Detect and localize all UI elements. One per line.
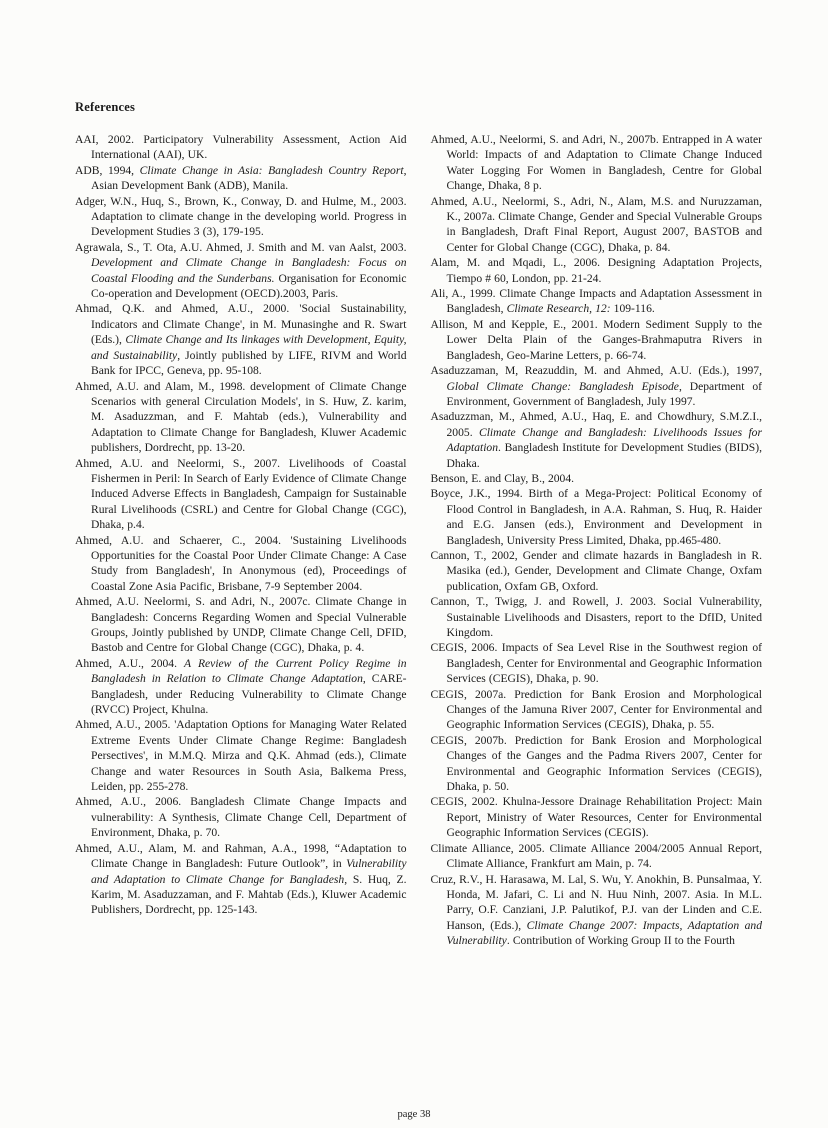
- reference-item: Alam, M. and Mqadi, L., 2006. Designing Adaptation Projects, Tiempo # 60, London, pp. 21-24.: [430, 256, 762, 285]
- reference-item: ADB, 1994, Climate Change in Asia: Bangladesh Country Report, Asian Development Bank (ADB), Manila.: [75, 163, 407, 193]
- reference-item: Ahmad, Q.K. and Ahmed, A.U., 2000. 'Social Sustainability, Indicators and Climate Change', in M. Munasinghe and R. Swart (Eds.), Climate Change and Its linkages with Development, Equity, and Sustainability, Jointly published by LIFE, RIVM and World Bank for IPCC, Geneva, pp. 95-108.: [75, 302, 407, 378]
- references-column-right: [431, 132, 763, 949]
- reference-item: CEGIS, 2007b. Prediction for Bank Erosion and Morphological Changes of the Ganges and the Padma Rivers 2007, Center for Environmental and Geographic Information Services (CEGIS), Dhaka, p. 50.: [430, 733, 762, 794]
- reference-item: Benson, E. and Clay, B., 2004.: [430, 471, 575, 485]
- reference-item: Cannon, T., 2002, Gender and climate hazards in Bangladesh in R. Masika (ed.), Gender, Development and Climate Change, Oxfam publication, Oxfam GB, Oxford.: [430, 548, 762, 593]
- reference-item: Boyce, J.K., 1994. Birth of a Mega-Project: Political Economy of Flood Control in Bangladesh, in A.A. Rahman, S. Huq, R. Haider and E.G. Jansen (eds.), Environment and Development in Bangladesh, University Press Limited, Dhaka, pp.465-480.: [430, 487, 762, 547]
- reference-item: Climate Alliance, 2005. Climate Alliance 2004/2005 Annual Report, Climate Alliance, Frankfurt am Main, p. 74.: [430, 841, 762, 871]
- reference-item: Ahmed, A.U., Neelormi, S., Adri, N., Alam, M.S. and Nuruzzaman, K., 2007a. Climate Change, Gender and Special Vulnerable Groups in Bangladesh, Draft Final Report, August 2007, BASTOB and Center for Global Change (CGC), Dhaka, p. 84.: [430, 194, 762, 254]
- reference-item: Agrawala, S., T. Ota, A.U. Ahmed, J. Smith and M. van Aalst, 2003. Development and Climate Change in Bangladesh: Focus on Coastal Flooding and the Sunderbans. Organisation for Economic Co-operation and Development (OECD).2003, Paris.: [75, 240, 407, 301]
- page-number: page 38: [397, 1109, 431, 1120]
- reference-item: Ahmed, A.U., 2004. A Review of the Current Policy Regime in Bangladesh in Relation to Climate Change Adaptation, CARE-Bangladesh, under Reducing Vulnerability to Climate Change (RVCC) Project, Khulna.: [75, 656, 407, 717]
- reference-item: Ahmed, A.U. Neelormi, S. and Adri, N., 2007c. Climate Change in Bangladesh: Concerns Regarding Women and Special Vulnerable Groups, Jointly published by UNDP, Climate Change Cell, DFID, Bastob and Centre for Global Change (CGC), Dhaka, p. 4.: [75, 595, 407, 655]
- reference-item: Cruz, R.V., H. Harasawa, M. Lal, S. Wu, Y. Anokhin, B. Punsalmaa, Y. Honda, M. Jafari, C. Li and N. Huu Ninh, 2007. Asia. In M.L. Parry, O.F. Canziani, J.P. Palutikof, P.J. van der Linden and C.E. Hanson, (Eds.), Climate Change 2007: Impacts, Adaptation and Vulnerability. Contribution of Working Group II to the Fourth: [430, 872, 762, 948]
- reference-item: CEGIS, 2006. Impacts of Sea Level Rise in the Southwest region of Bangladesh, Center for Environmental and Geographic Information Services (CEGIS), Dhaka, p. 90.: [430, 641, 762, 686]
- reference-item: CEGIS, 2002. Khulna-Jessore Drainage Rehabilitation Project: Main Report, Ministry of Water Resources, Center for Environmental Geographic Information Services (CEGIS).: [430, 795, 762, 840]
- reference-item: CEGIS, 2007a. Prediction for Bank Erosion and Morphological Changes of the Jamuna River 2007, Center for Environmental and Geographic Information Services (CEGIS), Dhaka, p. 55.: [430, 687, 762, 732]
- reference-item: Allison, M and Kepple, E., 2001. Modern Sediment Supply to the Lower Delta Plain of the Ganges-Brahmaputra Rivers in Bangladesh, Geo-Marine Letters, p. 66-74.: [430, 317, 762, 362]
- references-heading: References: [75, 100, 136, 114]
- reference-item: Ahmed, A.U. and Schaerer, C., 2004. 'Sustaining Livelihoods Opportunities for the Coastal Poor Under Climate Change: A Case Study from Bangladesh', In Anonymous (ed), Proceedings of Coastal Zone Asia Pacific, Brisbane, 7-9 September 2004.: [75, 533, 407, 593]
- reference-item: Cannon, T., Twigg, J. and Rowell, J. 2003. Social Vulnerability, Sustainable Livelihoods and Disasters, report to the DfID, United Kingdom.: [430, 595, 762, 639]
- reference-item: Asaduzzaman, M, Reazuddin, M. and Ahmed, A.U. (Eds.), 1997, Global Climate Change: Bangladesh Episode, Department of Environment, Government of Bangladesh, July 1997.: [430, 364, 762, 408]
- reference-item: Ahmed, A.U., 2005. 'Adaptation Options for Managing Water Related Extreme Events Under Climate Change Regime: Bangladesh Persectives', in M.M.Q. Mirza and Q.K. Ahmad (eds.), Climate Change and water Resources in South Asia, Balkema Press, Leiden, pp. 255-278.: [75, 718, 407, 794]
- reference-item: Ali, A., 1999. Climate Change Impacts and Adaptation Assessment in Bangladesh, Climate Research, 12: 109-116.: [430, 287, 762, 316]
- references-columns: [75, 132, 762, 949]
- reference-item: Asaduzzman, M., Ahmed, A.U., Haq, E. and Chowdhury, S.M.Z.I., 2005. Climate Change and Bangladesh: Livelihoods Issues for Adaptation. Bangladesh Institute for Development Studies (BIDS), Dhaka.: [430, 410, 762, 470]
- reference-item: Ahmed, A.U., Neelormi, S. and Adri, N., 2007b. Entrapped in A water World: Impacts of and Adaptation to Climate Change Induced Water Logging For Women in Bangladesh, Centre for Global Change, Dhaka, 8 p.: [430, 133, 762, 193]
- reference-item: Ahmed, A.U. and Alam, M., 1998. development of Climate Change Scenarios with general Circulation Models', in S. Huw, Z. karim, M. Asaduzzman, and F. Mahtab (eds.), Vulnerability and Adaptation to Climate Change for Bangladesh, Kluwer Academic publishers, Dordrecht, pp. 13-20.: [75, 379, 407, 455]
- reference-item: Adger, W.N., Huq, S., Brown, K., Conway, D. and Hulme, M., 2003. Adaptation to climate change in the developing world. Progress in Development Studies 3 (3), 179-195.: [75, 194, 407, 239]
- reference-item: AAI, 2002. Participatory Vulnerability Assessment, Action Aid International (AAI), UK.: [75, 133, 407, 162]
- reference-item: Ahmed, A.U., Alam, M. and Rahman, A.A., 1998, “Adaptation to Climate Change in Bangladesh: Future Outlook”, in Vulnerability and Adaptation to Climate Change for Bangladesh, S. Huq, Z. Karim, M. Asaduzzaman, and F. Mahtab (Eds.), Kluwer Academic Publishers, Dordrecht, pp. 125-143.: [75, 841, 407, 917]
- reference-item: Ahmed, A.U., 2006. Bangladesh Climate Change Impacts and vulnerability: A Synthesis, Climate Change Cell, Department of Environment, Dhaka, p. 70.: [75, 795, 407, 840]
- references-column-left: [75, 132, 407, 949]
- reference-item: Ahmed, A.U. and Neelormi, S., 2007. Livelihoods of Coastal Fishermen in Peril: In Search of Early Evidence of Climate Change Induced Adverse Effects in Bangladesh, Campaign for Sustainable Rural Livelihoods (CSRL) and Centre for Global Change (CGC), Dhaka, p.4.: [75, 456, 407, 532]
